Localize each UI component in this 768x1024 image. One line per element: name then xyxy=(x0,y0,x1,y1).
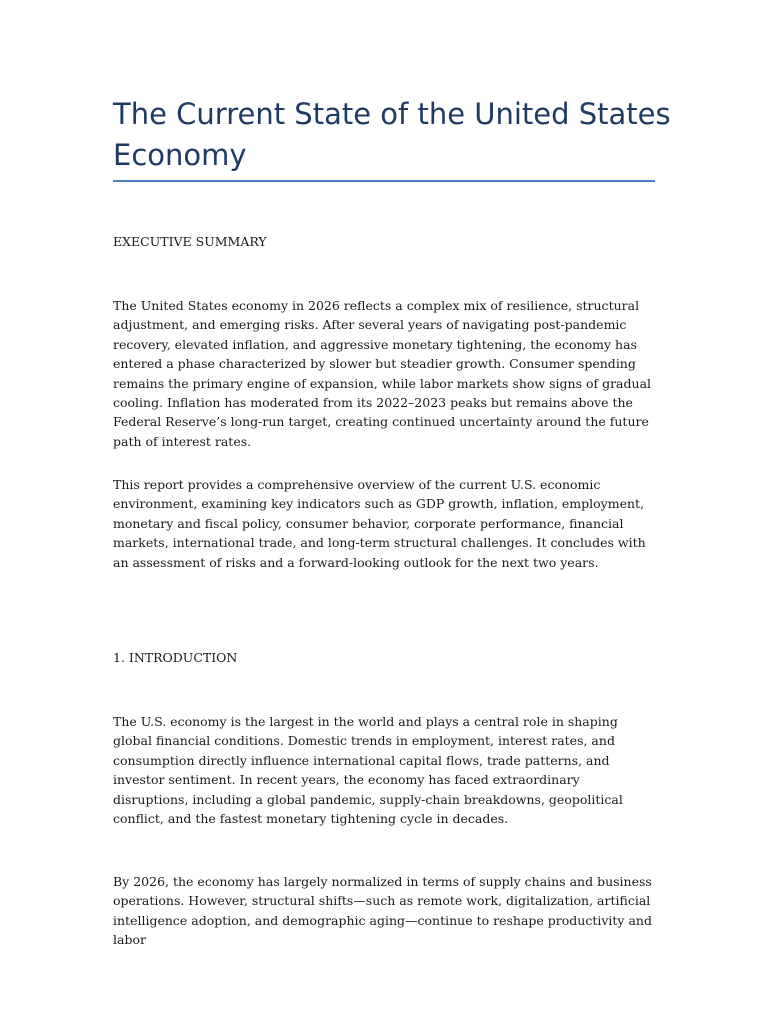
paragraph: The U.S. economy is the largest in the world and plays a central role in shaping global financial conditions. Domestic trends in employment, interest rates, and consumption directly influence international capital flows, trade patterns, and investor sentiment. In recent years, the economy has faced extraordinary disruptions, including a global pandemic, supply-chain breakdowns, geopolitical conflict, and the fastest monetary tightening cycle in decades. xyxy=(113,714,623,827)
paragraph: By 2026, the economy has largely normalized in terms of supply chains and business operations. However, structural shifts—such as remote work, digitalization, artificial intelligence adoption, and demographic aging—continue to reshape productivity and labor xyxy=(113,874,652,948)
paragraph: This report provides a comprehensive overview of the current U.S. economic environment, examining key indicators such as GDP growth, inflation, employment, monetary and fiscal policy, consumer behavior, corporate performance, financial markets, international trade, and long-term structural challenges. It concludes with an assessment of risks and a forward-looking outlook for the next two years. xyxy=(113,477,646,570)
title-divider xyxy=(113,180,655,182)
document-title: The Current State of the United States Economy xyxy=(113,97,671,172)
section-heading-introduction: 1. INTRODUCTION xyxy=(113,650,238,665)
paragraph: The United States economy in 2026 reflects a complex mix of resilience, structural adjustment, and emerging risks. After several years of navigating post-pandemic recovery, elevated inflation, and aggressive monetary tightening, the economy has entered a phase characterized by slower but steadier growth. Consumer spending remains the primary engine of expansion, while labor markets show signs of gradual cooling. Inflation has moderated from its 2022–2023 peaks but remains above the Federal Reserve’s long-run target, creating continued uncertainty around the future path of interest rates. xyxy=(113,298,652,449)
section-heading-executive-summary: EXECUTIVE SUMMARY xyxy=(113,234,267,249)
